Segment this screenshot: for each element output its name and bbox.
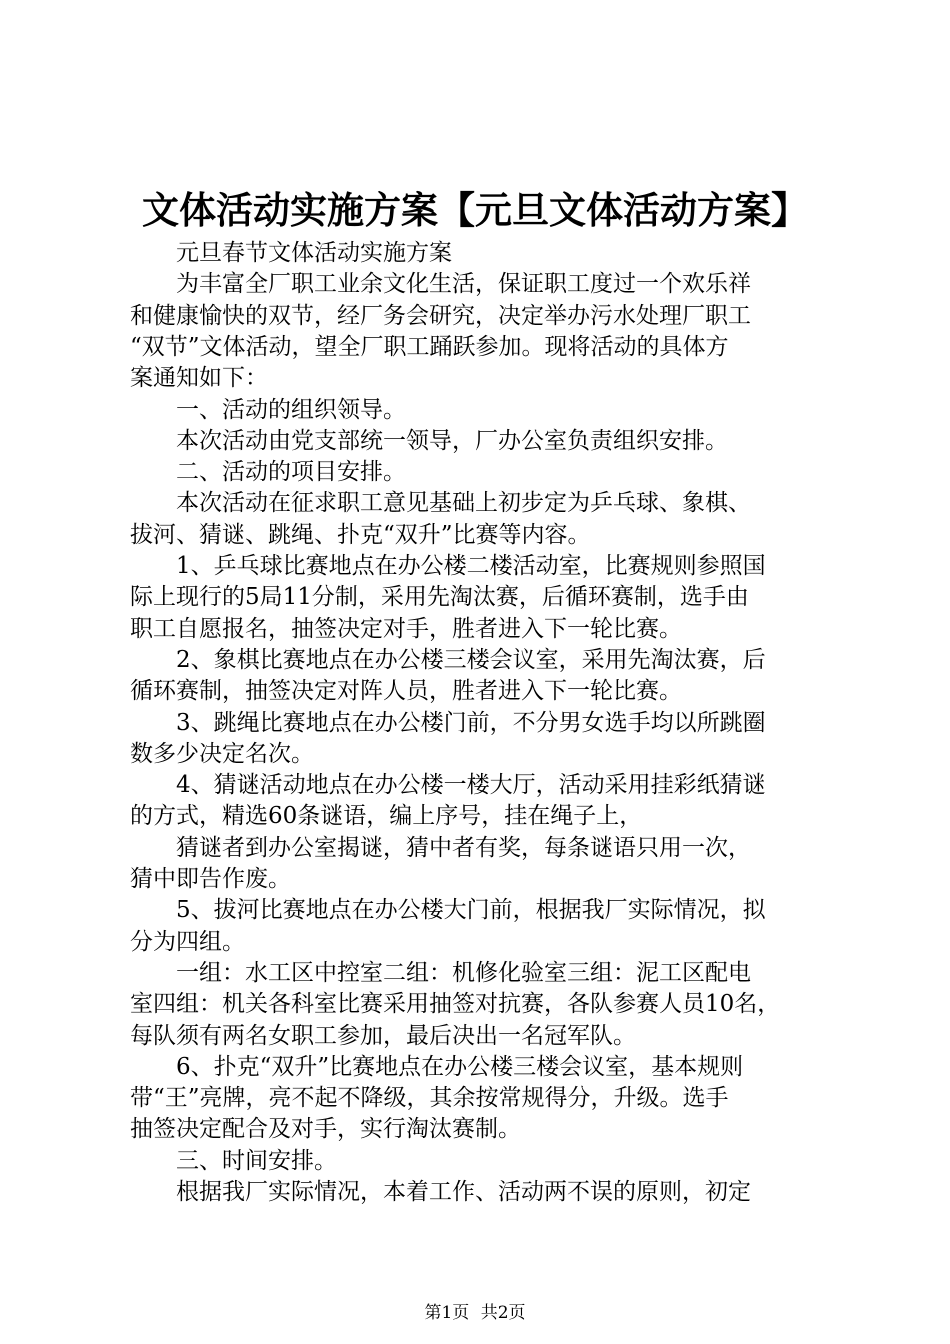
body-line: 的方式，精选60条谜语，编上序号，挂在绳子上， <box>130 803 643 830</box>
body-line: 本次活动在征求职工意见基础上初步定为乒乓球、象棋、 <box>130 490 751 517</box>
body-line: “双节”文体活动，望全厂职工踊跃参加。现将活动的具体方 <box>130 333 729 360</box>
body-line: 带“王”亮牌，亮不起不降级，其余按常规得分，升级。选手 <box>130 1085 729 1112</box>
body-line: 本次活动由党支部统一领导，厂办公室负责组织安排。 <box>130 427 728 454</box>
body-line: 元旦春节文体活动实施方案 <box>130 240 452 266</box>
body-line: 抽签决定配合及对手，实行淘汰赛制。 <box>130 1116 521 1143</box>
body-line: 案通知如下： <box>130 365 268 392</box>
body-line: 三、时间安排。 <box>130 1147 337 1174</box>
body-line: 4、猜谜活动地点在办公楼一楼大厅，活动采用挂彩纸猜谜 <box>130 772 766 799</box>
body-line: 5、拔河比赛地点在办公楼大门前，根据我厂实际情况，拟 <box>130 897 766 924</box>
page-footer <box>0 1302 950 1324</box>
body-line: 每队须有两名女职工参加，最后决出一名冠军队。 <box>130 1022 636 1049</box>
body-line: 为丰富全厂职工业余文化生活，保证职工度过一个欢乐祥 <box>130 271 751 298</box>
body-line: 分为四组。 <box>130 928 245 955</box>
body-line: 一组：水工区中控室二组：机修化验室三组：泥工区配电 <box>130 959 751 986</box>
body-line: 猜谜者到办公室揭谜，猜中者有奖，每条谜语只用一次， <box>130 834 751 861</box>
body-line: 一、活动的组织领导。 <box>130 396 406 423</box>
page-number: 第1页 <box>424 1303 470 1323</box>
document-title: 文体活动实施方案【元旦文体活动方案】 <box>142 188 808 232</box>
body-line: 二、活动的项目安排。 <box>130 459 406 486</box>
body-line: 室四组：机关各科室比赛采用抽签对抗赛，各队参赛人员10名， <box>130 991 781 1018</box>
body-line: 职工自愿报名，抽签决定对手，胜者进入下一轮比赛。 <box>130 615 682 642</box>
body-line: 根据我厂实际情况，本着工作、活动两不误的原则，初定 <box>130 1179 751 1205</box>
body-line: 循环赛制，抽签决定对阵人员，胜者进入下一轮比赛。 <box>130 678 682 705</box>
body-line: 和健康愉快的双节，经厂务会研究，决定举办污水处理厂职工 <box>130 302 751 329</box>
body-line: 1、乒乓球比赛地点在办公楼二楼活动室，比赛规则参照国 <box>130 553 766 579</box>
body-line: 2、象棋比赛地点在办公楼三楼会议室，采用先淘汰赛，后 <box>130 646 766 673</box>
page-total: 共2页 <box>480 1303 526 1323</box>
body-line: 拔河、猜谜、跳绳、扑克“双升”比赛等内容。 <box>130 521 591 548</box>
body-line: 猜中即告作废。 <box>130 866 291 892</box>
body-line: 数多少决定名次。 <box>130 740 314 767</box>
body-line: 6、扑克“双升”比赛地点在办公楼三楼会议室，基本规则 <box>130 1053 744 1080</box>
body-line: 3、跳绳比赛地点在办公楼门前，不分男女选手均以所跳圈 <box>130 709 766 736</box>
body-line: 际上现行的5局11分制，采用先淘汰赛，后循环赛制，选手由 <box>130 584 749 611</box>
